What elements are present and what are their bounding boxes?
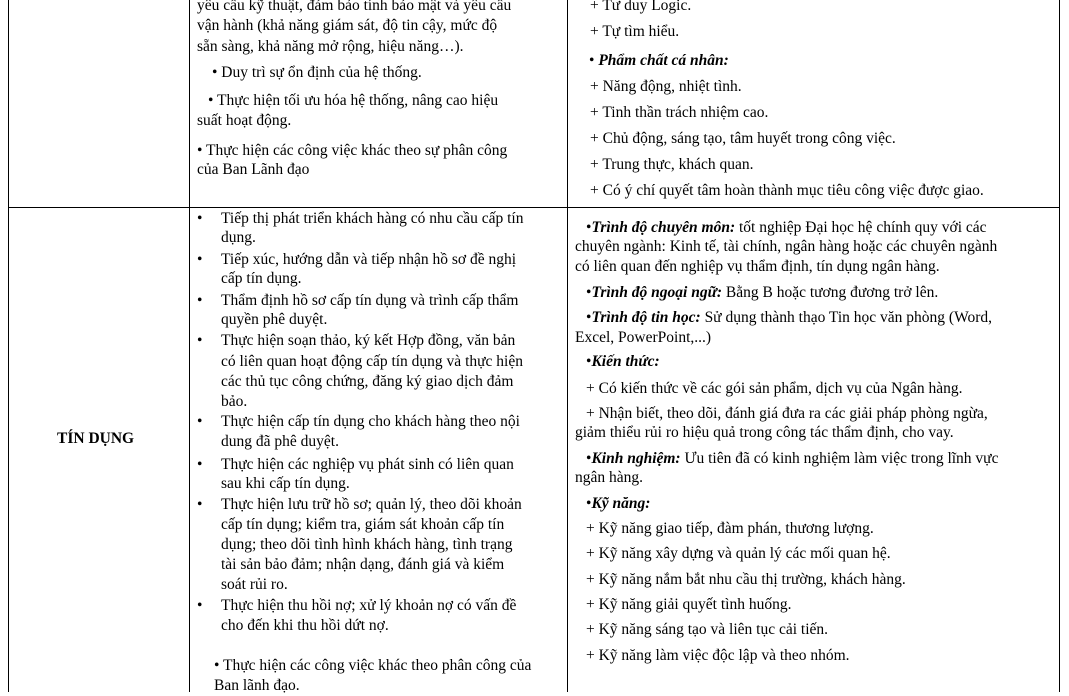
it-line bbox=[586, 308, 992, 328]
sec2-middle-line: Thực hiện thu hồi nợ; xử lý khoản nợ có vấn đề bbox=[221, 597, 517, 614]
sec2-middle-line: Thực hiện soạn thảo, ký kết Hợp đồng, văn bản bbox=[221, 332, 516, 349]
bullet: • bbox=[589, 52, 595, 69]
sec2-middle-line: Tiếp xúc, hướng dẫn và tiếp nhận hồ sơ đề nghị bbox=[221, 251, 517, 268]
bullet: • bbox=[197, 251, 203, 268]
table-border-left bbox=[8, 0, 9, 692]
knowledge-heading bbox=[586, 352, 660, 372]
sec2-middle-line: Thực hiện cấp tín dụng cho khách hàng theo nội bbox=[221, 413, 520, 430]
sec2-middle-line: cấp tín dụng; kiểm tra, giám sát khoản cấp tín bbox=[221, 516, 505, 533]
sec2-middle-line: cấp tín dụng. bbox=[221, 270, 302, 287]
skills-item: + Kỹ năng giao tiếp, đàm phán, thương lượng. bbox=[586, 520, 874, 537]
sec2-middle-line: quyền phê duyệt. bbox=[221, 311, 328, 328]
bullet: • bbox=[586, 219, 592, 236]
bullet: • bbox=[586, 495, 592, 512]
bullet: • bbox=[197, 456, 203, 473]
skills-item: + Kỹ năng sáng tạo và liên tục cải tiến. bbox=[586, 621, 829, 638]
sec2-middle-line: Thực hiện lưu trữ hồ sơ; quản lý, theo dõi khoản bbox=[221, 496, 522, 513]
experience-line bbox=[586, 449, 998, 469]
sec1-right-line: + Tinh thần trách nhiệm cao. bbox=[590, 104, 769, 121]
education-text: có liên quan đến nghiệp vụ thẩm định, tín dụng ngân hàng. bbox=[575, 258, 940, 275]
bullet: • bbox=[197, 496, 203, 513]
sec2-middle-line: tài sản bảo đảm; nhận dạng, đánh giá và kiểm bbox=[221, 556, 505, 573]
language-text: Bằng B hoặc tương đương trở lên. bbox=[725, 284, 939, 301]
bullet: • bbox=[586, 309, 592, 326]
department-name: TÍN DỤNG bbox=[57, 430, 135, 447]
bullet: • bbox=[197, 292, 203, 309]
education-label: Trình độ chuyên môn: bbox=[591, 219, 736, 236]
experience-label: Kinh nghiệm: bbox=[591, 450, 681, 467]
education-text: chuyên ngành: Kinh tế, tài chính, ngân hàng hoặc các chuyên ngành bbox=[575, 238, 998, 255]
it-text: Excel, PowerPoint,...) bbox=[575, 329, 712, 346]
sec1-right-line: + Trung thực, khách quan. bbox=[590, 156, 754, 173]
sec2-middle-line: dung đã phê duyệt. bbox=[221, 433, 339, 450]
sec2-middle-line: sau khi cấp tín dụng. bbox=[221, 475, 350, 492]
sec2-middle-line: Thực hiện các nghiệp vụ phát sinh có liên quan bbox=[221, 456, 514, 473]
table-border-col2 bbox=[567, 0, 568, 692]
knowledge-label: Kiến thức: bbox=[591, 353, 660, 370]
sec2-middle-line: dụng. bbox=[221, 229, 256, 246]
education-line bbox=[586, 218, 987, 238]
sec1-right-line: + Năng động, nhiệt tình. bbox=[590, 78, 742, 95]
sec1-middle-line: yêu cầu kỹ thuật, đảm bảo tính bảo mật và yêu cầu bbox=[197, 0, 512, 14]
sec1-right-line: + Có ý chí quyết tâm hoàn thành mục tiêu công việc được giao. bbox=[590, 182, 984, 199]
sec1-right-line: + Chủ động, sáng tạo, tâm huyết trong công việc. bbox=[590, 130, 896, 147]
skills-item: + Kỹ năng làm việc độc lập và theo nhóm. bbox=[586, 647, 850, 664]
experience-text: ngân hàng. bbox=[575, 469, 644, 486]
knowledge-item: giảm thiểu rủi ro hiệu quả trong công tác thẩm định, cho vay. bbox=[575, 424, 954, 441]
table-border-right bbox=[1059, 0, 1060, 692]
table-row-divider bbox=[8, 207, 1059, 208]
personal-qualities-label: Phẩm chất cá nhân: bbox=[598, 52, 729, 69]
sec1-middle-line: sẵn sàng, khả năng mở rộng, hiệu năng…). bbox=[197, 38, 464, 55]
bullet: • bbox=[197, 597, 203, 614]
sec2-middle-line: dụng; theo dõi tình hình khách hàng, tình trạng bbox=[221, 536, 513, 553]
knowledge-item: + Có kiến thức về các gói sản phẩm, dịch vụ của Ngân hàng. bbox=[586, 380, 963, 397]
language-label: Trình độ ngoại ngữ: bbox=[591, 284, 723, 301]
language-line bbox=[586, 283, 938, 303]
personal-qualities-heading bbox=[589, 51, 729, 71]
sec1-middle-line: suất hoạt động. bbox=[197, 112, 292, 129]
sec2-middle-line: Tiếp thị phát triển khách hàng có nhu cầu cấp tín bbox=[221, 210, 524, 227]
sec1-middle-line: • Thực hiện tối ưu hóa hệ thống, nâng cao hiệu bbox=[208, 92, 499, 109]
sec2-middle-line: soát rủi ro. bbox=[221, 576, 288, 593]
skills-item: + Kỹ năng nắm bắt nhu cầu thị trường, khách hàng. bbox=[586, 571, 906, 588]
sec1-middle-line: vận hành (khả năng giám sát, độ tin cậy, mức độ bbox=[197, 17, 498, 34]
experience-text: Ưu tiên đã có kinh nghiệm làm việc trong lĩnh vực bbox=[684, 450, 999, 467]
bullet: • bbox=[197, 332, 203, 349]
skills-heading bbox=[586, 494, 650, 514]
bullet: • bbox=[586, 353, 592, 370]
skills-item: + Kỹ năng giải quyết tình huống. bbox=[586, 596, 792, 613]
it-label: Trình độ tin học: bbox=[591, 309, 701, 326]
sec2-middle-line: bảo. bbox=[221, 393, 248, 410]
bullet: • bbox=[197, 413, 203, 430]
sec1-right-line: + Tự tìm hiểu. bbox=[590, 23, 680, 40]
knowledge-item: + Nhận biết, theo dõi, đánh giá đưa ra các giải pháp phòng ngừa, bbox=[586, 405, 988, 422]
sec1-middle-line: của Ban Lãnh đạo bbox=[197, 161, 310, 178]
sec2-middle-line: có liên quan hoạt động cấp tín dụng và thực hiện bbox=[221, 353, 523, 370]
sec1-middle-line: • Thực hiện các công việc khác theo sự phân công bbox=[197, 142, 508, 159]
sec1-right-line: + Tư duy Logic. bbox=[590, 0, 692, 14]
bullet: • bbox=[586, 450, 592, 467]
table-border-col1 bbox=[189, 0, 190, 692]
sec2-middle-line: Ban lãnh đạo. bbox=[214, 677, 300, 694]
skills-label: Kỹ năng: bbox=[591, 495, 651, 512]
bullet: • bbox=[197, 210, 203, 227]
sec2-middle-line: các thủ tục công chứng, đăng ký giao dịch đảm bbox=[221, 373, 514, 390]
sec2-middle-line: • Thực hiện các công việc khác theo phân công của bbox=[214, 657, 532, 674]
it-text: Sử dụng thành thạo Tin học văn phòng (Word, bbox=[704, 309, 993, 326]
sec2-middle-line: cho đến khi thu hồi dứt nợ. bbox=[221, 617, 389, 634]
education-text: tốt nghiệp Đại học hệ chính quy với các bbox=[739, 219, 987, 236]
sec1-middle-line: • Duy trì sự ổn định của hệ thống. bbox=[212, 64, 422, 81]
bullet: • bbox=[586, 284, 592, 301]
skills-item: + Kỹ năng xây dựng và quản lý các mối quan hệ. bbox=[586, 545, 891, 562]
sec2-middle-line: Thẩm định hồ sơ cấp tín dụng và trình cấp thẩm bbox=[221, 292, 519, 309]
